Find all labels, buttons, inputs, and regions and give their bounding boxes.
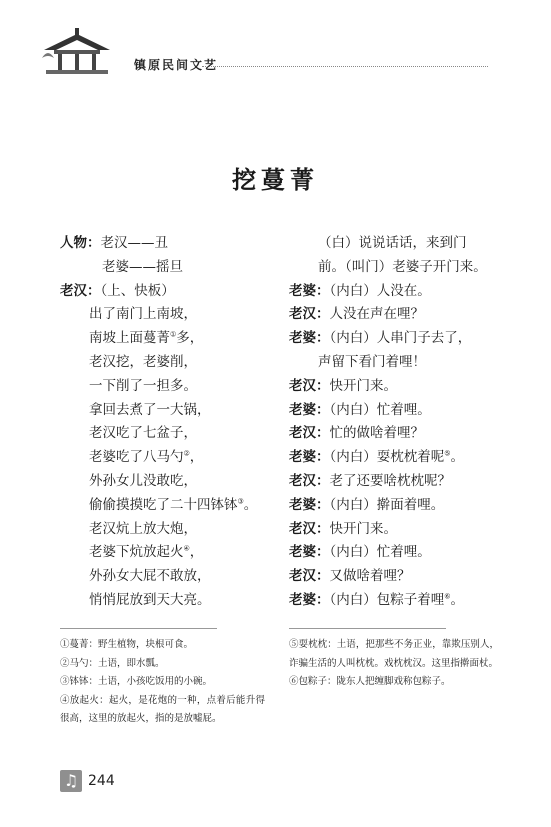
script-line (60, 565, 288, 589)
footnotes-left (60, 636, 265, 729)
script-line (289, 399, 519, 423)
line-text: 老汉——丑 (100, 235, 168, 251)
footnote-marker: ⑤ (444, 449, 451, 458)
script-line (289, 589, 519, 613)
line-text: 声留下看门着哩！ (318, 353, 426, 370)
footnote: ⑤耍枕枕：土语，把那些不务正业，靠欺压别人，诈骗生活的人叫枕枕。戏枕枕汉。这里指擀面杖。 (289, 639, 499, 669)
script-line (289, 375, 519, 399)
footnote-marker: ② (183, 449, 190, 458)
script-line (60, 518, 288, 542)
line-text: 一下削了一担多。 (89, 377, 197, 394)
script-line (60, 422, 288, 446)
script-line (289, 351, 519, 375)
script-line (60, 327, 288, 351)
footnote-rule-right (289, 628, 446, 629)
line-text: 老婆——摇旦 (102, 258, 183, 275)
script-line (289, 470, 519, 494)
line-text: 悄悄屁放到天大亮。 (89, 591, 211, 608)
script-line (289, 518, 519, 542)
script-line (289, 565, 519, 589)
speaker-label: 老婆： (289, 496, 330, 513)
line-text: 老汉炕上放大炮， (89, 520, 197, 537)
line-text: （内白）擀面着哩。 (329, 496, 445, 513)
script-line (289, 422, 519, 446)
speaker-label: 人物： (60, 235, 101, 251)
script-line (289, 494, 519, 518)
script-line (289, 303, 519, 327)
line-text: 外孙女大屁不敢放， (89, 568, 211, 585)
play-title: 挖蔓菁 (232, 165, 319, 194)
section-title: 镇原民间文艺 (134, 58, 219, 72)
line-punctuation: ， (189, 449, 204, 466)
script-line (289, 541, 519, 565)
speaker-label: 老婆： (289, 401, 330, 418)
speaker-label: 老汉： (60, 282, 101, 299)
script-line (60, 399, 288, 423)
line-text: 老婆吃了八马勺 (89, 449, 184, 466)
speaker-label: 老汉： (289, 568, 330, 585)
line-text: 老婆下炕放起火 (89, 544, 184, 561)
line-text: 前。（叫门）老婆子开门来。 (318, 258, 487, 275)
line-text: 外孙女儿没敢吃， (89, 472, 197, 489)
script-line (60, 256, 288, 280)
script-line (60, 375, 288, 399)
footnote-rule-left (60, 628, 217, 629)
script-right-column (289, 232, 519, 613)
line-text: 人没在声在哩？ (329, 306, 424, 323)
speaker-label: 老婆： (289, 544, 330, 561)
footnote: ①蔓菁：野生植物，块根可食。 (60, 639, 194, 650)
script-line (289, 232, 519, 256)
line-punctuation: 。 (450, 591, 465, 608)
footnote-marker: ④ (183, 544, 190, 553)
running-header (30, 28, 500, 78)
line-text: （内白）人没在。 (329, 282, 431, 299)
line-text: （白）说说话话，来到门 (318, 235, 467, 251)
line-punctuation: 。 (243, 496, 258, 513)
script-line (289, 446, 519, 470)
speaker-label: 老汉： (289, 377, 330, 394)
footnote-marker: ③ (237, 497, 244, 506)
footnote-marker: ⑥ (444, 592, 451, 601)
script-line (60, 494, 288, 518)
script-line (60, 589, 288, 613)
speaker-label: 老汉： (289, 306, 330, 323)
script-line (60, 446, 288, 470)
footnote-marker: ① (170, 330, 177, 339)
line-text: 南坡上面蔓菁 (89, 330, 170, 347)
pavilion-logo-icon (42, 28, 112, 74)
script-line (60, 232, 288, 256)
footnote: ④放起火：起火，是花炮的一种，点着后能升得很高，这里的放起火，指的是放嘘屁。 (60, 694, 265, 724)
script-line (289, 327, 519, 351)
line-text: （内白）耍枕枕着呢 (329, 449, 445, 466)
line-punctuation: 。 (450, 449, 465, 466)
speaker-label: 老婆： (289, 330, 330, 347)
line-text: （内白）忙着哩。 (329, 544, 431, 561)
line-text: 快开门来。 (329, 377, 397, 394)
line-text: 老汉吃了七盆子， (89, 425, 197, 442)
script-line (60, 303, 288, 327)
line-text: （内白）人串门子去了， (329, 330, 472, 347)
line-text: 老汉挖，老婆削， (89, 353, 197, 370)
speaker-label: 老汉： (289, 520, 330, 537)
footnote: ②马勺：土语，即水瓢。 (60, 657, 165, 669)
speaker-label: 老婆： (289, 591, 330, 608)
header-dotted-rule (202, 66, 488, 67)
footnotes-right (289, 636, 499, 692)
footnote: ③钵钵：土语，小孩吃饭用的小碗。 (60, 676, 213, 687)
footnote: ⑥包粽子：陇东人把缠脚戏称包粽子。 (289, 676, 451, 687)
line-punctuation: 多， (176, 330, 204, 347)
line-text: 忙的做啥着哩？ (329, 425, 424, 442)
line-text: （内白）忙着哩。 (329, 401, 431, 418)
line-text: 偷偷摸摸吃了二十四钵钵 (89, 496, 238, 513)
line-text: 老了还要啥枕枕呢？ (329, 472, 451, 489)
page-number: 244 (88, 773, 115, 789)
line-text: 出了南门上南坡， (89, 306, 197, 323)
speaker-label: 老婆： (289, 449, 330, 466)
music-note-icon: ♫ (60, 770, 82, 792)
speaker-label: 老婆： (289, 282, 330, 299)
line-punctuation: ， (189, 544, 204, 561)
line-text: 快开门来。 (329, 520, 397, 537)
script-line (289, 256, 519, 280)
line-text: 拿回去煮了一大锅， (89, 401, 211, 418)
speaker-label: 老汉： (289, 425, 330, 442)
speaker-label: 老汉： (289, 472, 330, 489)
script-line (60, 470, 288, 494)
script-line (60, 280, 288, 304)
line-text: （内白）包粽子着哩 (329, 591, 445, 608)
line-text: （上、快板） (100, 282, 175, 299)
script-line (60, 351, 288, 375)
script-line (60, 541, 288, 565)
line-text: 又做啥着哩？ (329, 568, 411, 585)
script-left-column (60, 232, 288, 613)
script-line (289, 280, 519, 304)
